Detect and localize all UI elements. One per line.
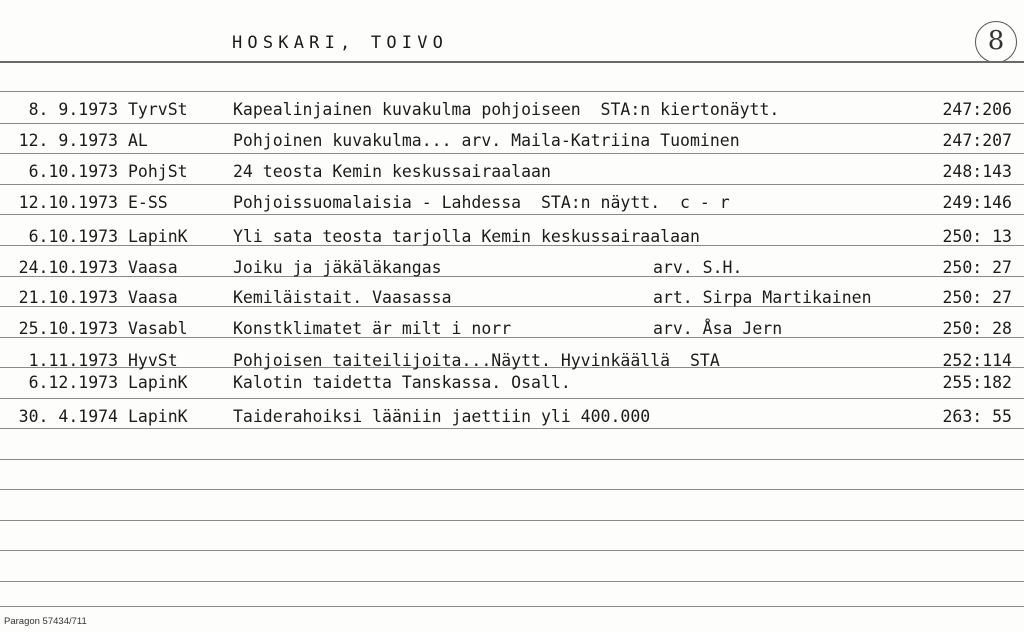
circled-number-badge: 8	[975, 21, 1017, 63]
entry-title: Kalotin taidetta Tanskassa. Osall.	[233, 373, 571, 392]
entry-date: 12. 9.1973	[18, 131, 118, 150]
rule	[0, 581, 1024, 582]
rule	[0, 459, 1024, 460]
rule	[0, 184, 1024, 185]
rule	[0, 123, 1024, 124]
entry-title: Pohjoissuomalaisia - Lahdessa STA:n näytt. c - r	[233, 193, 730, 212]
rule	[0, 606, 1024, 607]
entry-row	[0, 226, 1024, 248]
entry-date: 24.10.1973	[18, 258, 118, 277]
entry-source: AL	[128, 131, 148, 150]
entry-reference: 250: 28	[942, 319, 1012, 338]
rule	[0, 91, 1024, 92]
entry-date: 6.10.1973	[28, 227, 118, 246]
printer-imprint: Paragon 57434/711	[4, 616, 87, 627]
entry-row	[0, 161, 1024, 183]
entry-title: Konstklimatet är milt i norr	[233, 319, 512, 338]
entry-row	[0, 318, 1024, 340]
rule	[0, 153, 1024, 154]
entry-source: Vaasa	[128, 258, 178, 277]
entry-title: Kemiläistait. Vaasassa	[233, 288, 452, 307]
entry-reference: 249:146	[942, 193, 1012, 212]
rule	[0, 398, 1024, 399]
entry-date: 12.10.1973	[18, 193, 118, 212]
entry-title: Joiku ja jäkäläkangas	[233, 258, 442, 277]
entry-row	[0, 192, 1024, 214]
entry-source: PohjSt	[128, 162, 188, 181]
rule	[0, 428, 1024, 429]
entry-row	[0, 130, 1024, 152]
entry-source: Vaasa	[128, 288, 178, 307]
entry-source: Vasabl	[128, 319, 188, 338]
entry-row-struck	[0, 350, 1024, 372]
entry-reference: 247:207	[942, 131, 1012, 150]
entry-reference: 248:143	[942, 162, 1012, 181]
entry-reference: 250: 27	[942, 258, 1012, 277]
header-rule	[0, 61, 1024, 63]
entry-reference: 250: 13	[942, 227, 1012, 246]
entry-date: 6.10.1973	[28, 162, 118, 181]
entry-note: art. Sirpa Martikainen	[653, 288, 872, 307]
entry-title: Kapealinjainen kuvakulma pohjoiseen STA:n kiertonäytt.	[233, 100, 780, 119]
entry-date: 25.10.1973	[18, 319, 118, 338]
entry-source: LapinK	[128, 227, 188, 246]
entry-reference: 250: 27	[942, 288, 1012, 307]
entry-note: arv. Åsa Jern	[653, 319, 783, 338]
entry-reference: 252:114	[942, 351, 1012, 370]
entry-note: arv. S.H.	[653, 258, 743, 277]
entry-reference: 247:206	[942, 100, 1012, 119]
entry-date: 6.12.1973	[28, 373, 118, 392]
entry-source: LapinK	[128, 407, 188, 426]
entry-title: Taiderahoiksi lääniin jaettiin yli 400.000	[233, 407, 651, 426]
rule	[0, 489, 1024, 490]
entry-date: 8. 9.1973	[28, 100, 118, 119]
entry-date: 21.10.1973	[18, 288, 118, 307]
entry-row	[0, 287, 1024, 309]
entry-row	[0, 406, 1024, 428]
entry-row	[0, 372, 1024, 394]
entry-reference: 255:182	[942, 373, 1012, 392]
entry-title: 24 teosta Kemin keskussairaalaan	[233, 162, 551, 181]
entry-source: HyvSt	[128, 351, 178, 370]
entry-row	[0, 99, 1024, 121]
entry-source: LapinK	[128, 373, 188, 392]
rule	[0, 550, 1024, 551]
entry-source: E-SS	[128, 193, 168, 212]
entry-date: 30. 4.1974	[18, 407, 118, 426]
entry-reference: 263: 55	[942, 407, 1012, 426]
rule	[0, 214, 1024, 215]
rule	[0, 520, 1024, 521]
card-name: HOSKARI, TOIVO	[232, 33, 449, 53]
entry-title: Pohjoinen kuvakulma... arv. Maila-Katriina Tuominen	[233, 131, 740, 150]
entry-title: Pohjoisen taiteilijoita...Näytt. Hyvinkäällä STA	[233, 351, 720, 370]
entry-row	[0, 257, 1024, 279]
entry-source: TyrvSt	[128, 100, 188, 119]
entry-date: 1.11.1973	[28, 351, 118, 370]
entry-title: Yli sata teosta tarjolla Kemin keskussairaalaan	[233, 227, 700, 246]
